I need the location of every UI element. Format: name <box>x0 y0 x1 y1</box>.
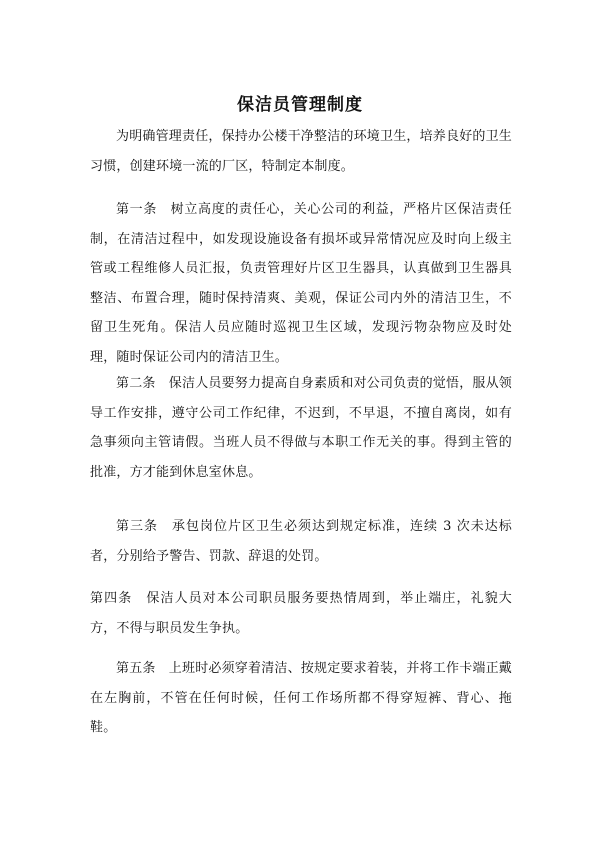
intro-paragraph: 为明确管理责任，保持办公楼干净整洁的环境卫生，培养良好的卫生习惯，创建环境一流的厂区，特制定本制度。 <box>90 129 513 174</box>
document-title: 保洁员管理制度 <box>237 95 363 115</box>
article-3-paragraph: 第三条 承包岗位片区卫生必须达到规定标准，连续 3 次未达标者，分别给予警告、罚款、辞退的处罚。 <box>90 519 512 564</box>
article-2-paragraph: 第二条 保洁人员要努力提高自身素质和对公司负责的觉悟，服从领导工作安排，遵守公司工作纪律，不迟到，不早退，不擅自离岗，如有急事须向主管请假。当班人员不得做与本职工作无关的事。得到主管的批准，方才能到休息室休息。 <box>90 376 513 480</box>
article-1-paragraph: 第一条 树立高度的责任心，关心公司的利益，严格片区保洁责任制，在清洁过程中，如发现设施设备有损坏或异常情况应及时向上级主管或工程维修人员汇报，负责管理好片区卫生器具，认真做到卫生器具整洁、布置合理，随时保持清爽、美观，保证公司内外的清洁卫生，不留卫生死角。保洁人员应随时巡视卫生区域，发现污物杂物应及时处理，随时保证公司内的清洁卫生。 <box>90 202 512 365</box>
article-4-paragraph: 第四条 保洁人员对本公司职员服务要热情周到，举止端庄，礼貌大方，不得与职员发生争执。 <box>90 591 512 636</box>
article-5-paragraph: 第五条 上班时必须穿着清洁、按规定要求着装，并将工作卡端正戴在左胸前，不管在任何时候，任何工作场所都不得穿短裤、背心、拖鞋。 <box>90 661 513 735</box>
